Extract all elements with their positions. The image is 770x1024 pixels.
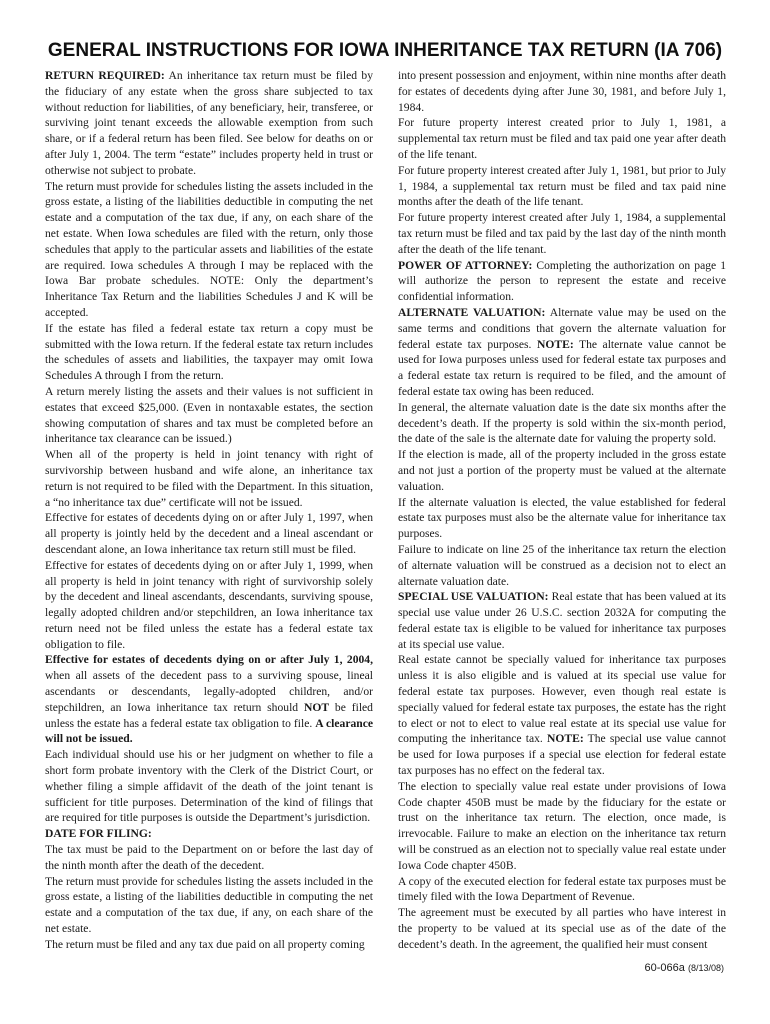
paragraph: The return must provide for schedules listing the assets included in the gross estate, a listing of the liabilities deductible in computing the net estate and a computation of the tax due, if any, on each share of the net estate. When Iowa schedules are filed with the return, only those schedules that apply to the particular assets and liabilities of the estate are required. Iowa schedules A through I may be replaced with the Iowa Bar probate schedules. NOTE: Only the department’s Inheritance Tax Return and the liabilities Schedules J and K will be accepted. xyxy=(45,179,373,319)
heading-power-of-attorney: POWER OF ATTORNEY: xyxy=(398,258,533,272)
paragraph: When all of the property is held in joint tenancy with right of survivorship between husband and wife alone, an inheritance tax return is not required to be filed with the Department. In this situation, a “no inheritance tax due” certificate will not be issued. xyxy=(45,448,373,509)
heading-special-use-valuation: SPECIAL USE VALUATION: xyxy=(398,590,549,604)
paragraph: The return must be filed and any tax due paid on all property coming xyxy=(45,937,365,951)
left-column xyxy=(45,68,373,953)
paragraph: For future property interest created prior to July 1, 1981, a supplemental tax return must be filed and tax paid one year after death of the life tenant. xyxy=(398,116,726,161)
paragraph: Real estate cannot be specially valued for inheritance tax purposes unless it is also eligible and is valued at its special use value for federal estate tax purposes. However, even though real estate is specially valued for federal estate tax purposes, the estate has the right to elect or not to elect to value real estate at its special use value for computing the inheritance tax. NOTE: The special use value cannot be used for Iowa purposes if a special use election for federal estate tax purposes has no effect on the federal tax. xyxy=(398,653,726,778)
paragraph: The agreement must be executed by all parties who have interest in the property to be valued at its special use as of the date of the decedent’s death. In the agreement, the qualified heir must consent xyxy=(398,906,726,951)
paragraph-alternate-valuation: ALTERNATE VALUATION: Alternate value may be used on the same terms and conditions that govern the alternate valuation for federal estate tax purposes. NOTE: The alternate value cannot be used for Iowa purposes unless used for federal estate tax purposes and a federal estate tax return is required to be filed, and the amount of federal estate tax owing has been reduced. xyxy=(398,305,726,398)
paragraph: If the alternate valuation is elected, the value established for federal estate tax purposes must also be the alternate value for inheritance tax purposes. xyxy=(398,495,726,541)
paragraph: The election to specially value real estate under provisions of Iowa Code chapter 450B must be made by the fiduciary for the estate or trust on the inheritance tax return. The election, once made, is irrevocable. Failure to make an election on the inheritance tax return will be construed as an election not to specially value real estate under Iowa Code chapter 450B. xyxy=(398,779,726,872)
paragraph: For future property interest created after July 1, 1984, a supplemental tax return must be filed and tax paid by the last day of the ninth month after the death of the life tenant. xyxy=(398,211,726,256)
paragraph: Effective for estates of decedents dying on or after July 1, 1999, when all property is held in joint tenancy with right of survivorship solely by the decedent and lineal ascendants, descendants, surviving spouse, legally adopted children and/or stepchildren, an Iowa inheritance tax return need not be filed unless the estate has a federal estate tax obligation to file. xyxy=(45,558,373,651)
paragraph: into present possession and enjoyment, within nine months after death for estates of decedents dying after June 30, 1981, and before July 1, 1984. xyxy=(398,69,726,114)
paragraph: Failure to indicate on line 25 of the inheritance tax return the election of alternate valuation will be construed as a decision not to elect an alternate valuation date. xyxy=(398,542,726,588)
paragraph: The tax must be paid to the Department on or before the last day of the ninth month after the death of the decedent. xyxy=(45,843,373,872)
paragraph: If the election is made, all of the property included in the gross estate and not just a portion of the property must be valued at the alternate valuation. xyxy=(398,448,726,493)
paragraph-return-required: RETURN REQUIRED: An inheritance tax return must be filed by the fiduciary of any estate when the gross share subjected to tax without reduction for liabilities, of any beneficiary, heir, transferee, or surviving joint tenant exceeds the allowable exemption from such share, or if a federal return has been filed. See below for deaths on or after July 1, 2004. The term “estate” includes property held in trust or otherwise not subject to probate. xyxy=(45,69,373,177)
paragraph: For future property interest created after July 1, 1981, but prior to July 1, 1984, a supplemental tax return must be filed and tax paid nine months after the death of the life tenant. xyxy=(398,163,726,209)
paragraph-special-use-valuation: SPECIAL USE VALUATION: Real estate that has been valued at its special use value under 26 U.S.C. section 2032A for computing the federal estate tax is eligible to be valued for inheritance tax purposes at its special use value. xyxy=(398,590,726,651)
paragraph-power-of-attorney: POWER OF ATTORNEY: Completing the authorization on page 1 will authorize the person to represent the estate and receive confidential information. xyxy=(398,258,726,304)
form-footer xyxy=(645,962,724,974)
form-number: 60-066a xyxy=(644,962,685,974)
heading-date-for-filing: DATE FOR FILING: xyxy=(45,827,152,841)
revision-date: (8/13/08) xyxy=(687,963,724,973)
paragraph: A copy of the executed election for federal estate tax purposes must be timely filed with the Iowa Department of Revenue. xyxy=(398,874,726,904)
right-column xyxy=(398,68,726,953)
paragraph-2004-rule: Effective for estates of decedents dying on or after July 1, 2004, when all assets of the decedent pass to a surviving spouse, lineal ascendants or descendants, legally-adopted children, and/or stepchildren, an Iowa inheritance tax return should NOT be filed unless the estate has a federal estate tax obligation to file. A clearance will not be issued. xyxy=(45,653,374,746)
paragraph: Each individual should use his or her judgment on whether to file a short form probate inventory with the Clerk of the District Court, or whether filing a simple affidavit of the death of the joint tenant is sufficient for title purposes. Determination of the kind of filings that are required for title purposes is outside the Department’s jurisdiction. xyxy=(45,748,373,825)
page-title: GENERAL INSTRUCTIONS FOR IOWA INHERITANCE TAX RETURN (IA 706) xyxy=(47,40,723,61)
paragraph: If the estate has filed a federal estate tax return a copy must be submitted with the Iowa return. If the federal estate tax return includes the schedules of assets and liabilities, the taxpayer may omit Iowa Schedules A through I from the return. xyxy=(45,321,373,383)
paragraph: The return must provide for schedules listing the assets included in the gross estate, a listing of the liabilities deductible in computing the net estate and a computation of the tax due, if any, on each share of the net estate. xyxy=(45,874,373,936)
paragraph: In general, the alternate valuation date is the date six months after the decedent’s death. If the property is sold within the six-month period, the date of the sale is the alternate date for valuing the property sold. xyxy=(398,400,726,446)
heading-return-required: RETURN REQUIRED: xyxy=(45,69,165,82)
paragraph: Effective for estates of decedents dying on or after July 1, 1997, when all property is jointly held by the decedent and a lineal ascendant or descendant alone, an Iowa inheritance tax return still must be filed. xyxy=(45,511,373,556)
heading-alternate-valuation: ALTERNATE VALUATION: xyxy=(398,305,546,319)
paragraph: A return merely listing the assets and their values is not sufficient in estates that exceed $25,000. (Even in nontaxable estates, the section showing computation of shares and tax must be completed before an inheritance tax clearance can be issued.) xyxy=(45,384,373,446)
